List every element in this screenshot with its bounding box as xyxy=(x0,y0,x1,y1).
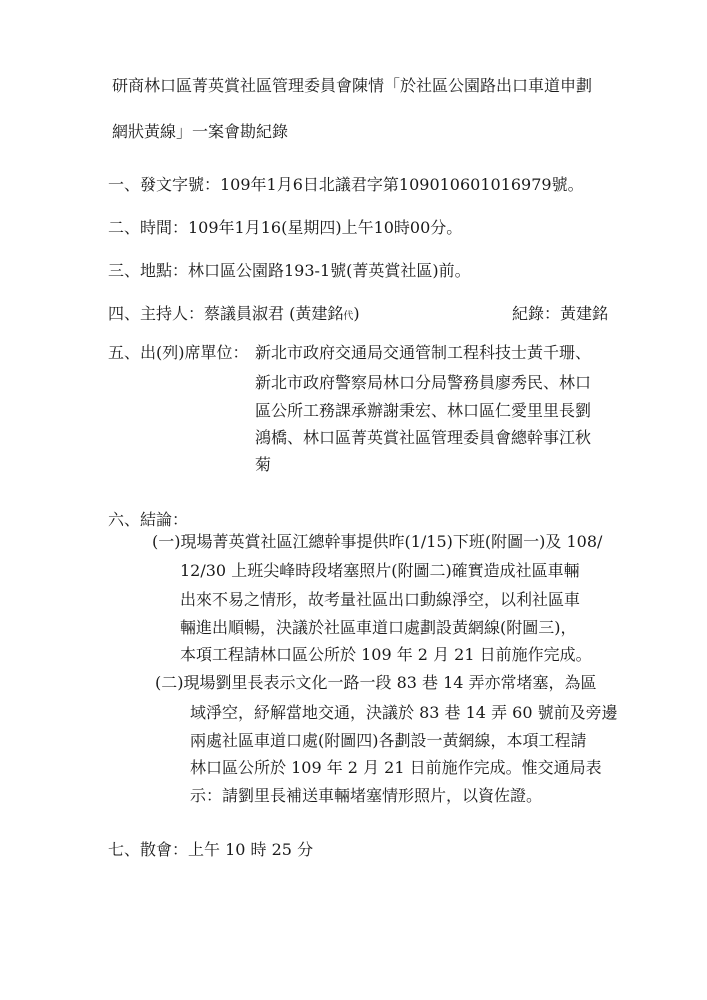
conclusion-point-2-line-5: 示：請劉里長補送車輛堵塞情形照片，以資佐證。 xyxy=(190,786,543,805)
conclusion-point-1-line-3: 出來不易之情形，故考量社區出口動線淨空，以利社區車 xyxy=(180,590,581,609)
conclusion-point-1-line-2: 12/30 上班尖峰時段堵塞照片(附圖二)確實造成社區車輛 xyxy=(180,561,580,580)
conclusion-point-1-line-1: (一)現場菁英賞社區江總幹事提供昨(1/15)下班(附圖一)及 108/ xyxy=(152,532,603,551)
conclusion-point-1-line-4: 輛進出順暢，決議於社區車道口處劃設黃網線(附圖三)， xyxy=(180,618,577,637)
conclusion-point-2-line-3: 兩處社區車道口處(附圖四)各劃設一黃網線，本項工程請 xyxy=(190,731,587,750)
conclusion-point-2-line-4: 林口區公所於 109 年 2 月 21 日前施作完成。惟交通局表 xyxy=(190,758,602,777)
attendees-line-5: 菊 xyxy=(255,455,272,474)
adjourn: 七、散會：上午 10 時 25 分 xyxy=(108,840,314,859)
conclusion-point-1-line-5: 本項工程請林口區公所於 109 年 2 月 21 日前施作完成。 xyxy=(180,645,592,664)
title-line-1: 研商林口區菁英賞社區管理委員會陳情「於社區公園路出口車道申劃 xyxy=(112,76,593,95)
meeting-location: 三、地點：林口區公園路193-1號(菁英賞社區)前。 xyxy=(108,261,471,280)
attendees-line-3: 區公所工務課承辦謝秉宏、林口區仁愛里里長劉 xyxy=(255,401,592,420)
conclusion-label: 六、結論： xyxy=(108,510,189,529)
host xyxy=(108,306,360,322)
host-close: ) xyxy=(353,304,360,323)
attendees-line-2: 新北市政府警察局林口分局警務員廖秀民、林口 xyxy=(255,373,592,392)
meeting-time: 二、時間：109年1月16(星期四)上午10時00分。 xyxy=(108,218,463,237)
attendees-line-4: 鴻橋、林口區菁英賞社區管理委員會總幹事江秋 xyxy=(255,428,592,447)
host-proxy-mark: 代 xyxy=(343,311,354,322)
conclusion-point-2-line-2: 域淨空，紓解當地交通，決議於 83 巷 14 弄 60 號前及旁邊 xyxy=(190,703,618,722)
recorder: 紀錄：黃建銘 xyxy=(512,304,609,323)
attendees-line-1: 新北市政府交通局交通管制工程科技士黃千珊、 xyxy=(255,343,592,362)
conclusion-point-2-line-1: (二)現場劉里長表示文化一路一段 83 巷 14 弄亦常堵塞，為區 xyxy=(155,673,597,692)
title-line-2: 網狀黃線」一案會勘紀錄 xyxy=(112,122,289,141)
host-text: 四、主持人：蔡議員淑君 (黃建銘 xyxy=(108,304,344,323)
doc-number: 一、發文字號：109年1月6日北議君字第109010601016979號。 xyxy=(108,175,584,194)
attendees-label: 五、出(列)席單位： xyxy=(108,343,249,362)
